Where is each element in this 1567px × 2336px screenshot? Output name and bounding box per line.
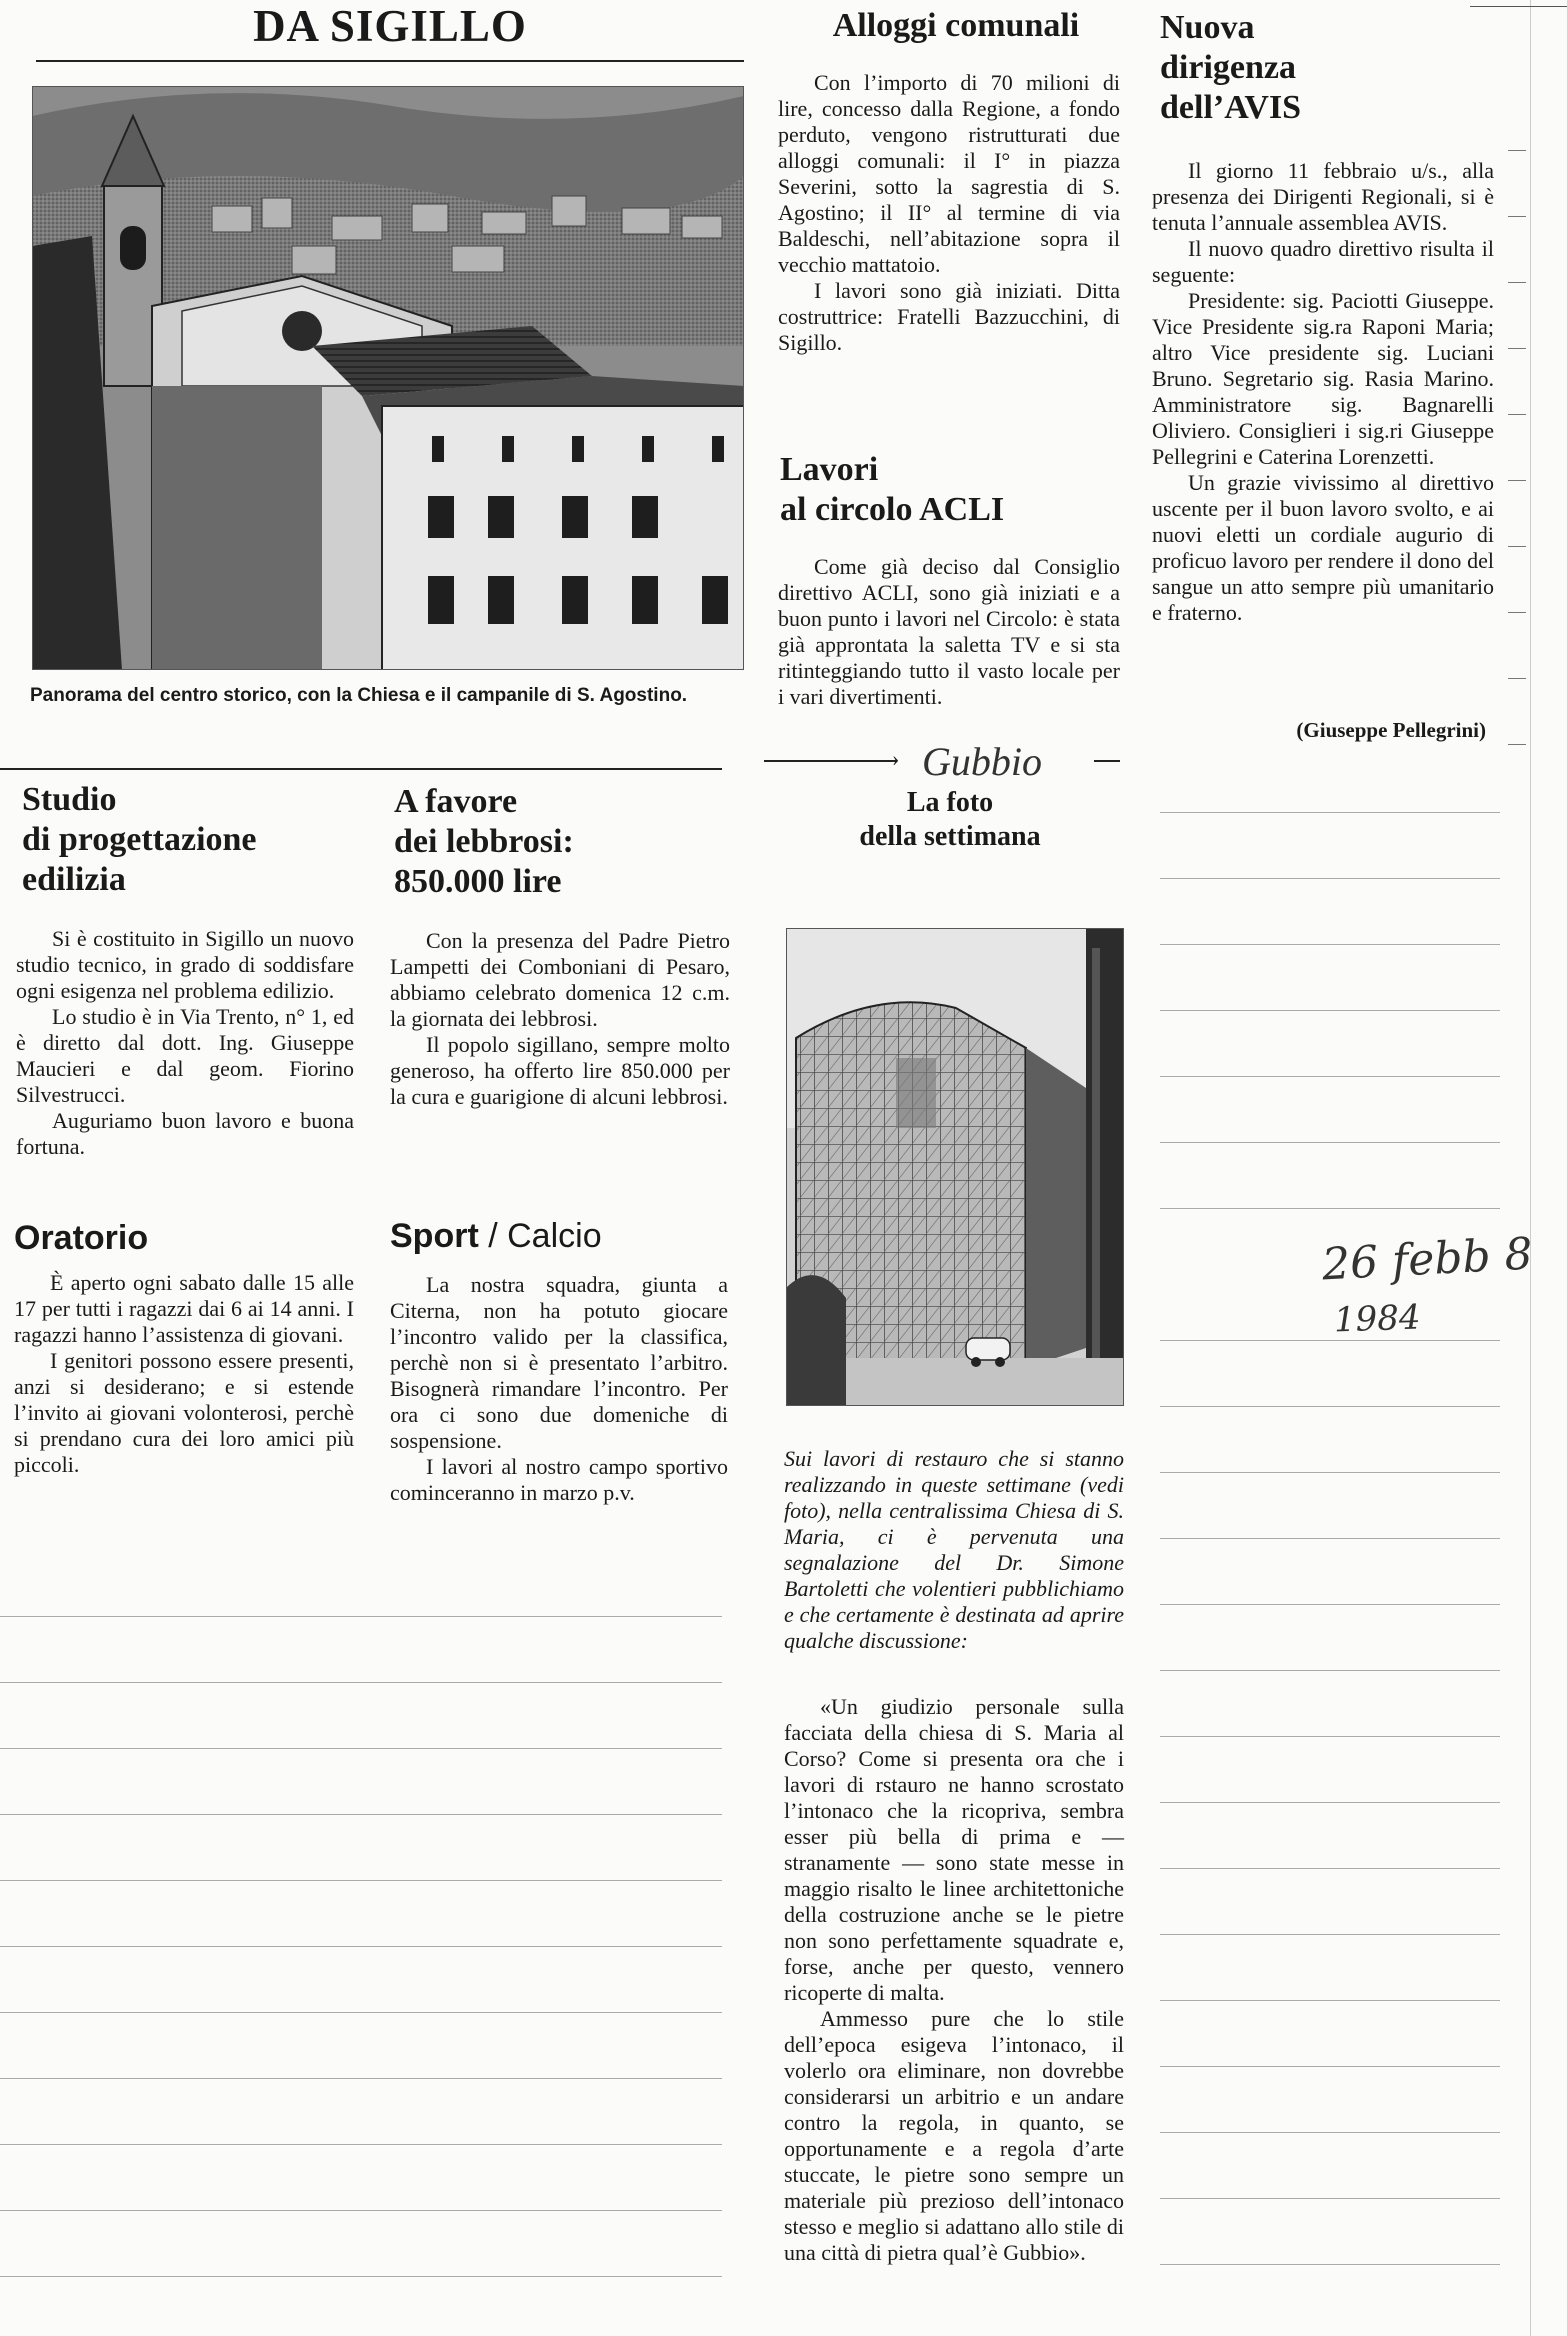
photo-panorama-sigillo — [32, 86, 744, 670]
lebbrosi-body — [390, 928, 730, 1110]
ruled-line — [1160, 2198, 1500, 2199]
ruled-line — [1160, 2000, 1500, 2001]
ruled-line — [1160, 1604, 1500, 1605]
ruled-line — [1160, 1736, 1500, 1737]
alloggi-paragraph: Con l’importo di 70 milioni di lire, concesso dalla Regione, a fondo perduto, vengono ristrutturati due alloggi comunali: il I° in piazza Severini, sotto la sagrestia di S. Agostino; il II° al termine di via Baldeschi, nell’abitazione sopra il vecchio mattatoio. — [778, 70, 1120, 277]
avis-paragraph: Il nuovo quadro direttivo risulta il seguente: — [1152, 236, 1494, 287]
gubbio-section-label: Gubbio — [922, 739, 1042, 784]
ruled-line — [0, 1880, 722, 1881]
alloggi-title: Alloggi comunali — [832, 7, 1080, 44]
acli-body — [778, 554, 1120, 710]
margin-tick — [1508, 744, 1526, 745]
lebbrosi-paragraph: Il popolo sigillano, sempre molto generoso, ha offerto lire 850.000 per la cura e guarigione di alcuni lebbrosi. — [390, 1032, 730, 1109]
ruled-line — [1160, 2264, 1500, 2265]
gubbio-intro-paragraph: Sui lavori di restauro che si stanno realizzando in queste settimane (vedi foto), nella centralissima Chiesa di S. Maria, ci è pervenuta una segnalazione del Dr. Simone Bartoletti che volentieri pubblichiamo e che certamente è destinata ad aprire qualche discussione: — [784, 1446, 1124, 1653]
ruled-line — [0, 2210, 722, 2211]
studio-paragraph: Auguriamo buon lavoro e buona fortuna. — [16, 1108, 354, 1159]
margin-tick — [1508, 282, 1526, 283]
gubbio-title-line: della settimana — [859, 821, 1041, 852]
acli-paragraph: Come già deciso dal Consiglio direttivo ACLI, sono già iniziati e a buon punto i lavori nel Circolo: è stata già approntata la saletta TV e si sta ritinteggiando tutto il vasto locale per i vari divertimenti. — [778, 554, 1120, 709]
alloggi-paragraph: I lavori sono già iniziati. Ditta costruttrice: Fratelli Bazzucchini, di Sigillo. — [778, 278, 1120, 355]
ruled-line — [0, 2078, 722, 2079]
margin-tick — [1508, 546, 1526, 547]
avis-body — [1152, 158, 1494, 626]
photo-santa-maria-scaffolding — [786, 928, 1124, 1406]
oratorio-body — [14, 1270, 354, 1478]
oratorio-paragraph: I genitori possono essere presenti, anzi si desiderano; e si estende l’invito ai giovani volonterosi, perchè si prendano cura dei loro amici più piccoli. — [14, 1348, 354, 1477]
sport-body — [390, 1272, 728, 1506]
handwritten-date: 26 febb 8 — [1320, 1228, 1534, 1291]
photo-panorama-caption: Panorama del centro storico, con la Chiesa e il campanile di S. Agostino. — [30, 685, 688, 706]
ruled-line — [1160, 1868, 1500, 1869]
lebbrosi-title — [394, 782, 734, 902]
sport-title — [390, 1216, 730, 1256]
lebbrosi-paragraph: Con la presenza del Padre Pietro Lampetti dei Comboniani di Pesaro, abbiamo celebrato domenica 12 c.m. la giornata dei lebbrosi. — [390, 928, 730, 1031]
ruled-line — [1160, 1538, 1500, 1539]
margin-tick — [1508, 612, 1526, 613]
avis-paragraph: Un grazie vivissimo al direttivo uscente per il buon lavoro svolto, e ai nuovi eletti un cordiale augurio di proficuo lavoro per rendere il dono del sangue un atto sempre più umanitario e fraterno. — [1152, 470, 1494, 625]
ruled-line — [1160, 1934, 1500, 1935]
ruled-line — [1160, 878, 1500, 879]
ruled-line — [1160, 1010, 1500, 1011]
ruled-line — [1160, 1472, 1500, 1473]
section-rule — [0, 768, 722, 770]
avis-title — [1160, 8, 1500, 128]
ruled-line — [0, 1814, 722, 1815]
avis-signature: (Giuseppe Pellegrini) — [1296, 718, 1486, 742]
margin-tick — [1508, 678, 1526, 679]
top-right-rule — [1470, 6, 1567, 7]
sport-title-bold: Sport — [390, 1217, 479, 1255]
gubbio-rule-left — [764, 760, 896, 762]
ruled-line — [0, 2144, 722, 2145]
avis-paragraph: Il giorno 11 febbraio u/s., alla presenza dei Dirigenti Regionali, si è tenuta l’annuale assemblea AVIS. — [1152, 158, 1494, 235]
ruled-line — [0, 2276, 722, 2277]
ruled-line — [1160, 812, 1500, 813]
studio-paragraph: Lo studio è in Via Trento, n° 1, ed è diretto dal dott. Ing. Giuseppe Maucieri e dal geom. Fiorino Silvestrucci. — [16, 1004, 354, 1107]
ruled-line — [1160, 2066, 1500, 2067]
ruled-line — [1160, 1142, 1500, 1143]
ruled-line — [0, 1748, 722, 1749]
acli-title — [780, 450, 1120, 530]
right-edge-line — [1530, 0, 1531, 2336]
masthead: DA SIGILLO — [253, 1, 527, 51]
ruled-line — [1160, 2132, 1500, 2133]
gubbio-paragraph: «Un giudizio personale sulla facciata della chiesa di S. Maria al Corso? Come si presenta ora che i lavori di rstauro ne hanno scrostato l’intonaco che la ricopriva, sembra esser più bella di prima e — stranamente — sono state messe in maggio risalto le linee architettoniche della costruzione anche se le pietre non sono perfettamente squadrate e, forse, anche per questo, vennero ricoperte di malta. — [784, 1694, 1124, 2005]
margin-tick — [1508, 216, 1526, 217]
ruled-line — [1160, 1406, 1500, 1407]
ruled-line — [1160, 1340, 1500, 1341]
gubbio-arrow-icon: › — [892, 746, 900, 771]
ruled-line — [0, 1946, 722, 1947]
sport-paragraph: La nostra squadra, giunta a Citerna, non ha potuto giocare l’incontro valido per la classifica, perchè non si è presentato l’arbitro. Bisognerà rimandare l’incontro. Per ora ci sono due domeniche di sospensione. — [390, 1272, 728, 1453]
oratorio-paragraph: È aperto ogni sabato dalle 15 alle 17 per tutti i ragazzi dai 6 ai 14 anni. I ragazzi hanno l’assistenza di giovani. — [14, 1270, 354, 1347]
lebbrosi-title-line: A favore — [394, 783, 518, 820]
studio-title — [22, 780, 362, 900]
avis-title-line: Nuova — [1160, 9, 1255, 46]
ruled-line — [1160, 1802, 1500, 1803]
studio-title-line: di progettazione — [22, 821, 257, 858]
gubbio-paragraph: Ammesso pure che lo stile dell’epoca esigeva l’intonaco, il volerlo ora eliminare, non dovrebbe considerarsi un arbitrio e un andare contro la regola, in quanto, se opportunamente e a regola d’arte stuccate, le pietre sono sempre un materiale più prezioso dell’intonaco stesso e meglio si adattano allo stile di una città di pietra qual’è Gubbio». — [784, 2006, 1124, 2265]
ruled-line — [0, 1616, 722, 1617]
lebbrosi-title-line: dei lebbrosi: — [394, 823, 574, 860]
studio-paragraph: Si è costituito in Sigillo un nuovo studio tecnico, in grado di soddisfare ogni esigenza nel problema edilizio. — [16, 926, 354, 1003]
ruled-line — [1160, 1208, 1500, 1209]
margin-tick — [1508, 480, 1526, 481]
handwritten-year: 1984 — [1333, 1297, 1422, 1341]
studio-body — [16, 926, 354, 1160]
margin-tick — [1508, 348, 1526, 349]
oratorio-title: Oratorio — [14, 1219, 149, 1257]
ruled-line — [1160, 1076, 1500, 1077]
sport-paragraph: I lavori al nostro campo sportivo cominceranno in marzo p.v. — [390, 1454, 728, 1505]
gubbio-intro — [784, 1446, 1124, 1654]
studio-title-line: Studio — [22, 781, 117, 818]
studio-title-line: edilizia — [22, 861, 126, 898]
ruled-line — [1160, 1670, 1500, 1671]
ruled-line — [1160, 944, 1500, 945]
avis-title-line: dirigenza — [1160, 49, 1296, 86]
masthead-rule — [36, 60, 744, 62]
alloggi-body — [778, 70, 1120, 356]
acli-title-line: al circolo ACLI — [780, 491, 1005, 528]
gubbio-body — [784, 1694, 1124, 2266]
ruled-line — [0, 1682, 722, 1683]
margin-tick — [1508, 414, 1526, 415]
avis-paragraph: Presidente: sig. Paciotti Giuseppe. Vice Presidente sig.ra Raponi Maria; altro Vice presidente sig. Luciani Bruno. Segretario sig. Rasia Marino. Amministratore sig. Bagnarelli Oliviero. Consiglieri i sig.ri Giuseppe Pellegrini e Caterina Lorenzetti. — [1152, 288, 1494, 469]
gubbio-rule-right — [1094, 760, 1120, 762]
gubbio-photo-title — [780, 786, 1120, 854]
acli-title-line: Lavori — [780, 451, 879, 488]
gubbio-title-line: La foto — [906, 787, 994, 818]
ruled-line — [0, 2012, 722, 2013]
sport-title-rest: / Calcio — [478, 1217, 602, 1255]
lebbrosi-title-line: 850.000 lire — [394, 863, 562, 900]
margin-tick — [1508, 150, 1526, 151]
avis-title-line: dell’AVIS — [1160, 89, 1302, 126]
